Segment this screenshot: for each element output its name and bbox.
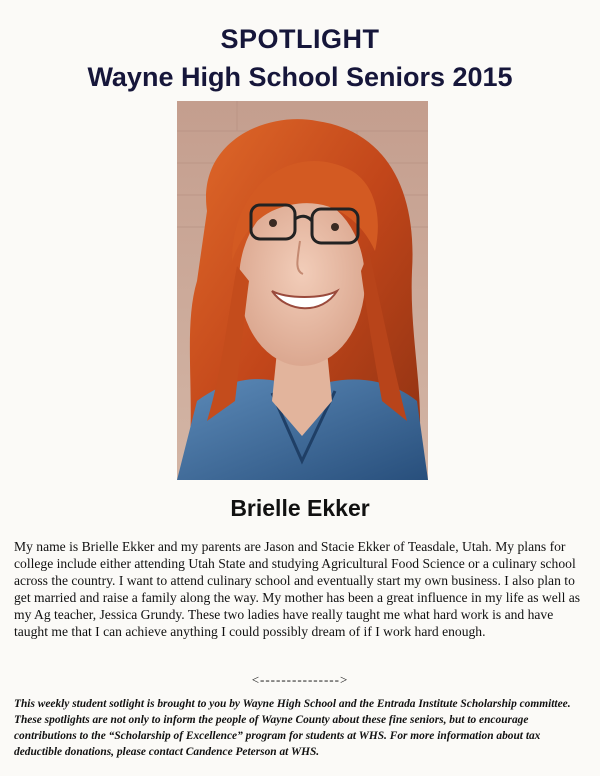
student-name: Brielle Ekker xyxy=(230,495,370,521)
page-subtitle: Wayne High School Seniors 2015 xyxy=(87,62,513,92)
student-bio: My name is Brielle Ekker and my parents are Jason and Stacie Ekker of Teasdale, Utah. My plans for college include either attending Utah State and studying Agricultural Food Science or a culinary school across the country. I want to attend culinary school and eventually start my own business. I also plan to get married and raise a family along the way. My mother has been a great influence in my life as well as my Ag teacher, Jessica Grundy. These two ladies have really taught me what hard work is and have taught me that I can achieve anything I could possibly dream of if I work hard enough. xyxy=(14,539,581,639)
section-divider: <---------------> xyxy=(251,672,349,687)
student-portrait-photo xyxy=(177,101,428,480)
sponsor-footer-note: This weekly student sotlight is brought to you by Wayne High School and the Entrada Institute Scholarship committee. These spotlights are not only to inform the people of Wayne County about these fine seniors, but to encourage contributions to the “Scholarship of Excellence” program for students at WHS. For more information about tax deductible donations, please contact Candence Peterson at WHS. xyxy=(14,698,571,758)
page-title: SPOTLIGHT xyxy=(220,24,380,54)
